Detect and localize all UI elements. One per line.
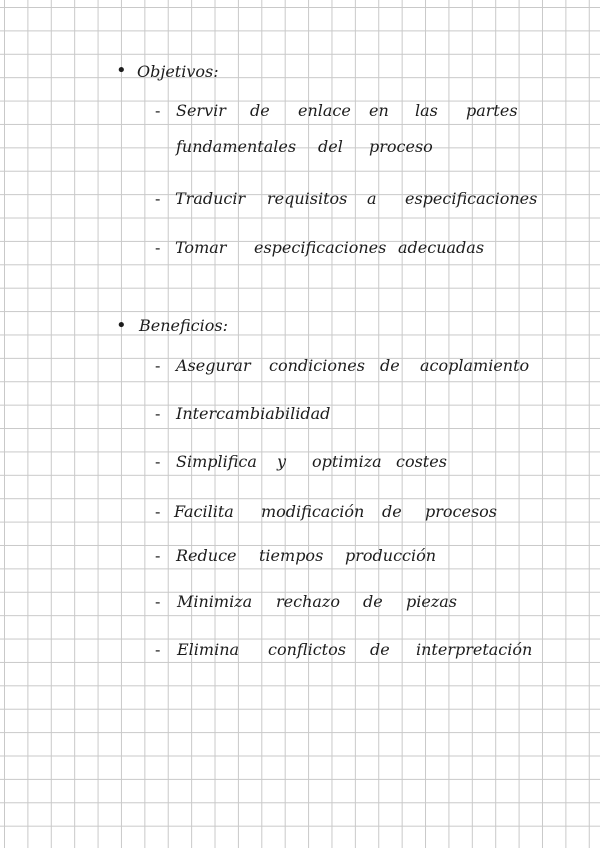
word: especificaciones [254, 238, 387, 257]
dash-icon: - [155, 502, 161, 521]
dash-icon: - [155, 452, 161, 471]
word: Asegurar [176, 356, 251, 375]
word: Traducir [175, 189, 246, 208]
word: requisitos [267, 189, 348, 208]
section-heading-beneficios: Beneficios: [139, 316, 228, 335]
dash-icon: - [155, 238, 161, 257]
dash-icon: - [155, 356, 161, 375]
word: costes [396, 452, 447, 471]
word: condiciones [269, 356, 365, 375]
dash-icon: - [155, 546, 161, 565]
word: de [250, 101, 270, 120]
dash-icon: - [155, 101, 161, 120]
word: interpretación [416, 640, 533, 659]
dash-icon: - [155, 640, 161, 659]
word: a [367, 189, 377, 208]
word: Reduce [176, 546, 237, 565]
word: y [277, 452, 287, 471]
word: enlace [298, 101, 351, 120]
section-heading-objetivos: Objetivos: [137, 62, 219, 81]
bullet-icon: • [116, 315, 127, 336]
dash-icon: - [155, 189, 161, 208]
word: de [370, 640, 390, 659]
word: Servir [176, 101, 226, 120]
word: piezas [406, 592, 458, 611]
word: Intercambiabilidad [176, 404, 331, 423]
word: Elimina [177, 640, 240, 659]
dash-icon: - [155, 404, 161, 423]
word: optimiza [312, 452, 382, 471]
word: modificación [261, 502, 365, 521]
word: rechazo [276, 592, 340, 611]
word: procesos [425, 502, 498, 521]
word: de [382, 502, 402, 521]
word: partes [466, 101, 518, 120]
word: Facilita [174, 502, 234, 521]
word: proceso [369, 137, 433, 156]
word: Minimiza [177, 592, 253, 611]
word: producción [345, 546, 437, 565]
word: fundamentales [176, 137, 297, 156]
word: adecuadas [398, 238, 485, 257]
word: en [369, 101, 389, 120]
word: Simplifica [176, 452, 257, 471]
word: las [415, 101, 438, 120]
word: tiempos [259, 546, 324, 565]
word: de [380, 356, 400, 375]
word: Tomar [175, 238, 227, 257]
bullet-icon: • [116, 60, 127, 81]
word: de [363, 592, 383, 611]
word: especificaciones [405, 189, 538, 208]
word: conflictos [268, 640, 346, 659]
word: acoplamiento [420, 356, 530, 375]
dash-icon: - [155, 592, 161, 611]
word: del [318, 137, 343, 156]
